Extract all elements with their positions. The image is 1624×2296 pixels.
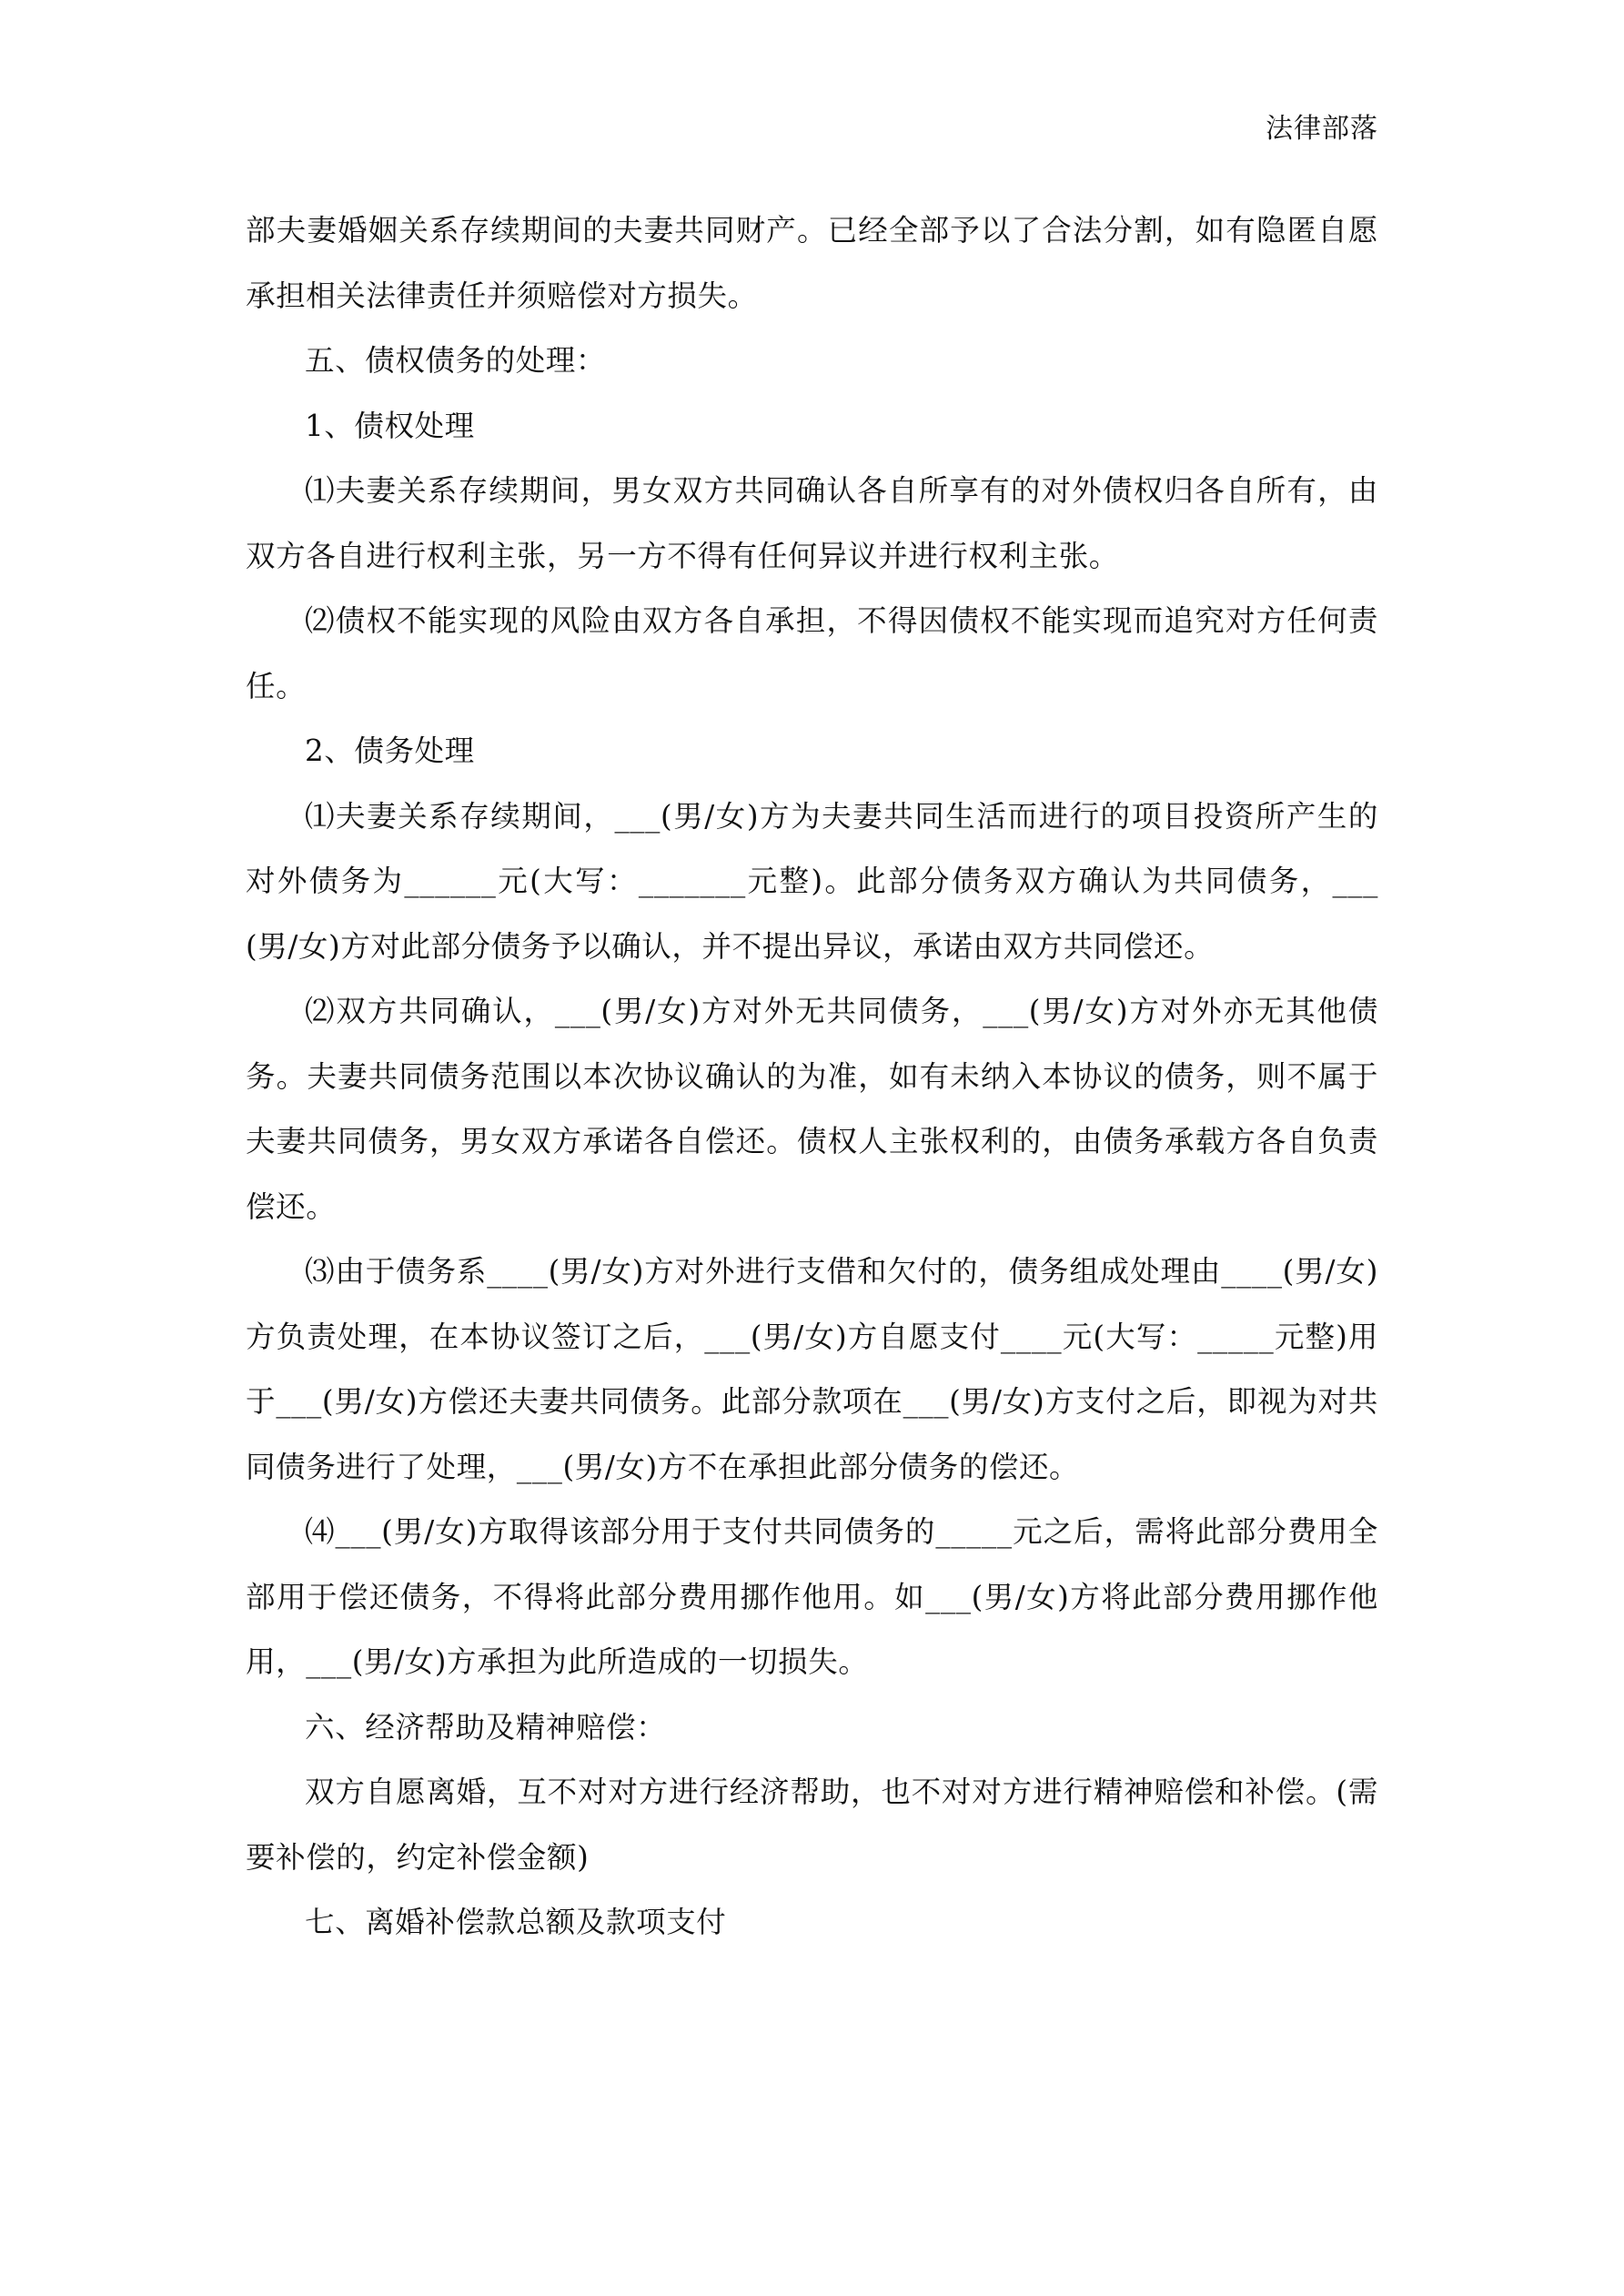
subheading-creditor-rights: 1、债权处理 <box>305 408 475 443</box>
section-heading-economic-help: 六、经济帮助及精神赔偿： <box>305 1709 667 1745</box>
paragraph-debt-handling-2: ⑵双方共同确认，___(男/女)方对外无共同债务，___(男/女)方对外亦无其他债务。夫妻共同债务范围以本次协议确认的为准，如有未纳入本协议的债务，则不属于夫妻共同债务，男女双方承诺各自偿还。债权人主张权利的，由债务承载方各自负责偿还。 <box>246 994 1378 1224</box>
paragraph-creditor-rights-1: ⑴夫妻关系存续期间，男女双方共同确认各自所享有的对外债权归各自所有，由双方各自进行权利主张，另一方不得有任何异议并进行权利主张。 <box>246 473 1378 573</box>
paragraph-property-division-continued: 部夫妻婚姻关系存续期间的夫妻共同财产。已经全部予以了合法分割，如有隐匿自愿承担相关法律责任并须赔偿对方损失。 <box>246 213 1378 313</box>
paragraph-debt-handling-1: ⑴夫妻关系存续期间，___(男/女)方为夫妻共同生活而进行的项目投资所产生的对外债务为______元(大写：_______元整)。此部分债务双方确认为共同债务，___(男/女)方对此部分债务予以确认，并不提出异议，承诺由双方共同偿还。 <box>246 798 1378 964</box>
section-heading-debts-and-claims: 五、债权债务的处理： <box>305 343 607 378</box>
subheading-debt-handling: 2、债务处理 <box>305 733 475 768</box>
paragraph-debt-handling-4: ⑷___(男/女)方取得该部分用于支付共同债务的_____元之后，需将此部分费用全部用于偿还债务，不得将此部分费用挪作他用。如___(男/女)方将此部分费用挪作他用，___(男/女)方承担为此所造成的一切损失。 <box>246 1514 1378 1679</box>
page-header: 法律部落 <box>1266 113 1378 145</box>
paragraph-economic-help: 双方自愿离婚，互不对对方进行经济帮助，也不对对方进行精神赔偿和补偿。(需要补偿的，约定补偿金额) <box>246 1775 1378 1875</box>
document-body <box>246 198 1378 1956</box>
paragraph-debt-handling-3: ⑶由于债务系____(男/女)方对外进行支借和欠付的，债务组成处理由____(男/女)方负责处理，在本协议签订之后，___(男/女)方自愿支付____元(大写：_____元整)用于___(男/女)方偿还夫妻共同债务。此部分款项在___(男/女)方支付之后，即视为对共同债务进行了处理，___(男/女)方不在承担此部分债务的偿还。 <box>246 1254 1378 1484</box>
paragraph-creditor-rights-2: ⑵债权不能实现的风险由双方各自承担，不得因债权不能实现而追究对方任何责任。 <box>246 603 1378 703</box>
section-heading-divorce-compensation: 七、离婚补偿款总额及款项支付 <box>305 1905 727 1939</box>
